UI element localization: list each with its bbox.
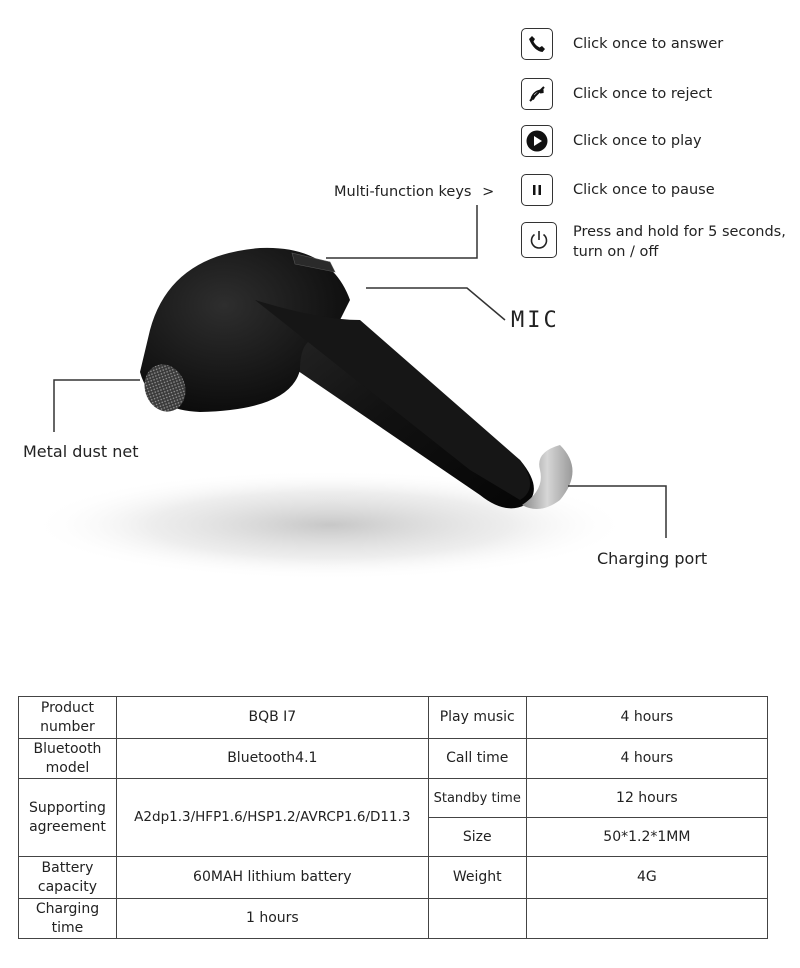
spec-label-call-time: Call time (428, 739, 526, 779)
spec-label-bluetooth-model: Bluetooth model (19, 739, 117, 779)
spec-label-product-number: Product number (19, 697, 117, 739)
spec-value-size: 50*1.2*1MM (526, 818, 767, 857)
spec-value-charging-time: 1 hours (116, 899, 428, 939)
function-answer: Click once to answer (521, 28, 723, 60)
spec-value-supporting-agreement: A2dp1.3/HFP1.6/HSP1.2/AVRCP1.6/D11.3 (116, 779, 428, 857)
multifunction-leader (326, 205, 477, 258)
chevron-right-icon: > (482, 184, 495, 200)
function-power: Press and hold for 5 seconds, turn on / off (521, 222, 786, 262)
multifunction-keys-label: Multi-function keys > (334, 184, 495, 200)
phone-reject-icon (521, 78, 553, 110)
table-row (19, 697, 768, 739)
spec-table (18, 696, 768, 939)
spec-label-standby-time: Standby time (428, 779, 526, 818)
dust-net-label: Metal dust net (23, 442, 139, 461)
mic-leader (366, 288, 505, 320)
spec-label-battery-capacity: Battery capacity (19, 857, 117, 899)
dust-net-leader (54, 380, 140, 432)
pause-icon (521, 174, 553, 206)
power-icon (521, 222, 557, 258)
function-reject: Click once to reject (521, 78, 712, 110)
charging-port-label: Charging port (597, 549, 708, 568)
spec-value-battery-capacity: 60MAH lithium battery (116, 857, 428, 899)
table-row (19, 779, 768, 818)
spec-label-supporting-agreement: Supporting agreement (19, 779, 117, 857)
spec-value-standby-time: 12 hours (526, 779, 767, 818)
spec-label-weight: Weight (428, 857, 526, 899)
spec-label-size: Size (428, 818, 526, 857)
mic-label: MIC (511, 308, 560, 333)
table-row (19, 899, 768, 939)
function-pause: Click once to pause (521, 174, 715, 206)
spec-empty-cell (428, 899, 526, 939)
phone-answer-icon (521, 28, 553, 60)
spec-value-play-music: 4 hours (526, 697, 767, 739)
spec-empty-cell (526, 899, 767, 939)
spec-label-play-music: Play music (428, 697, 526, 739)
spec-label-charging-time: Charging time (19, 899, 117, 939)
function-play: Click once to play (521, 125, 702, 157)
play-icon (521, 125, 553, 157)
table-row (19, 857, 768, 899)
spec-value-weight: 4G (526, 857, 767, 899)
spec-value-bluetooth-model: Bluetooth4.1 (116, 739, 428, 779)
spec-value-product-number: BQB I7 (116, 697, 428, 739)
table-row (19, 739, 768, 779)
spec-value-call-time: 4 hours (526, 739, 767, 779)
